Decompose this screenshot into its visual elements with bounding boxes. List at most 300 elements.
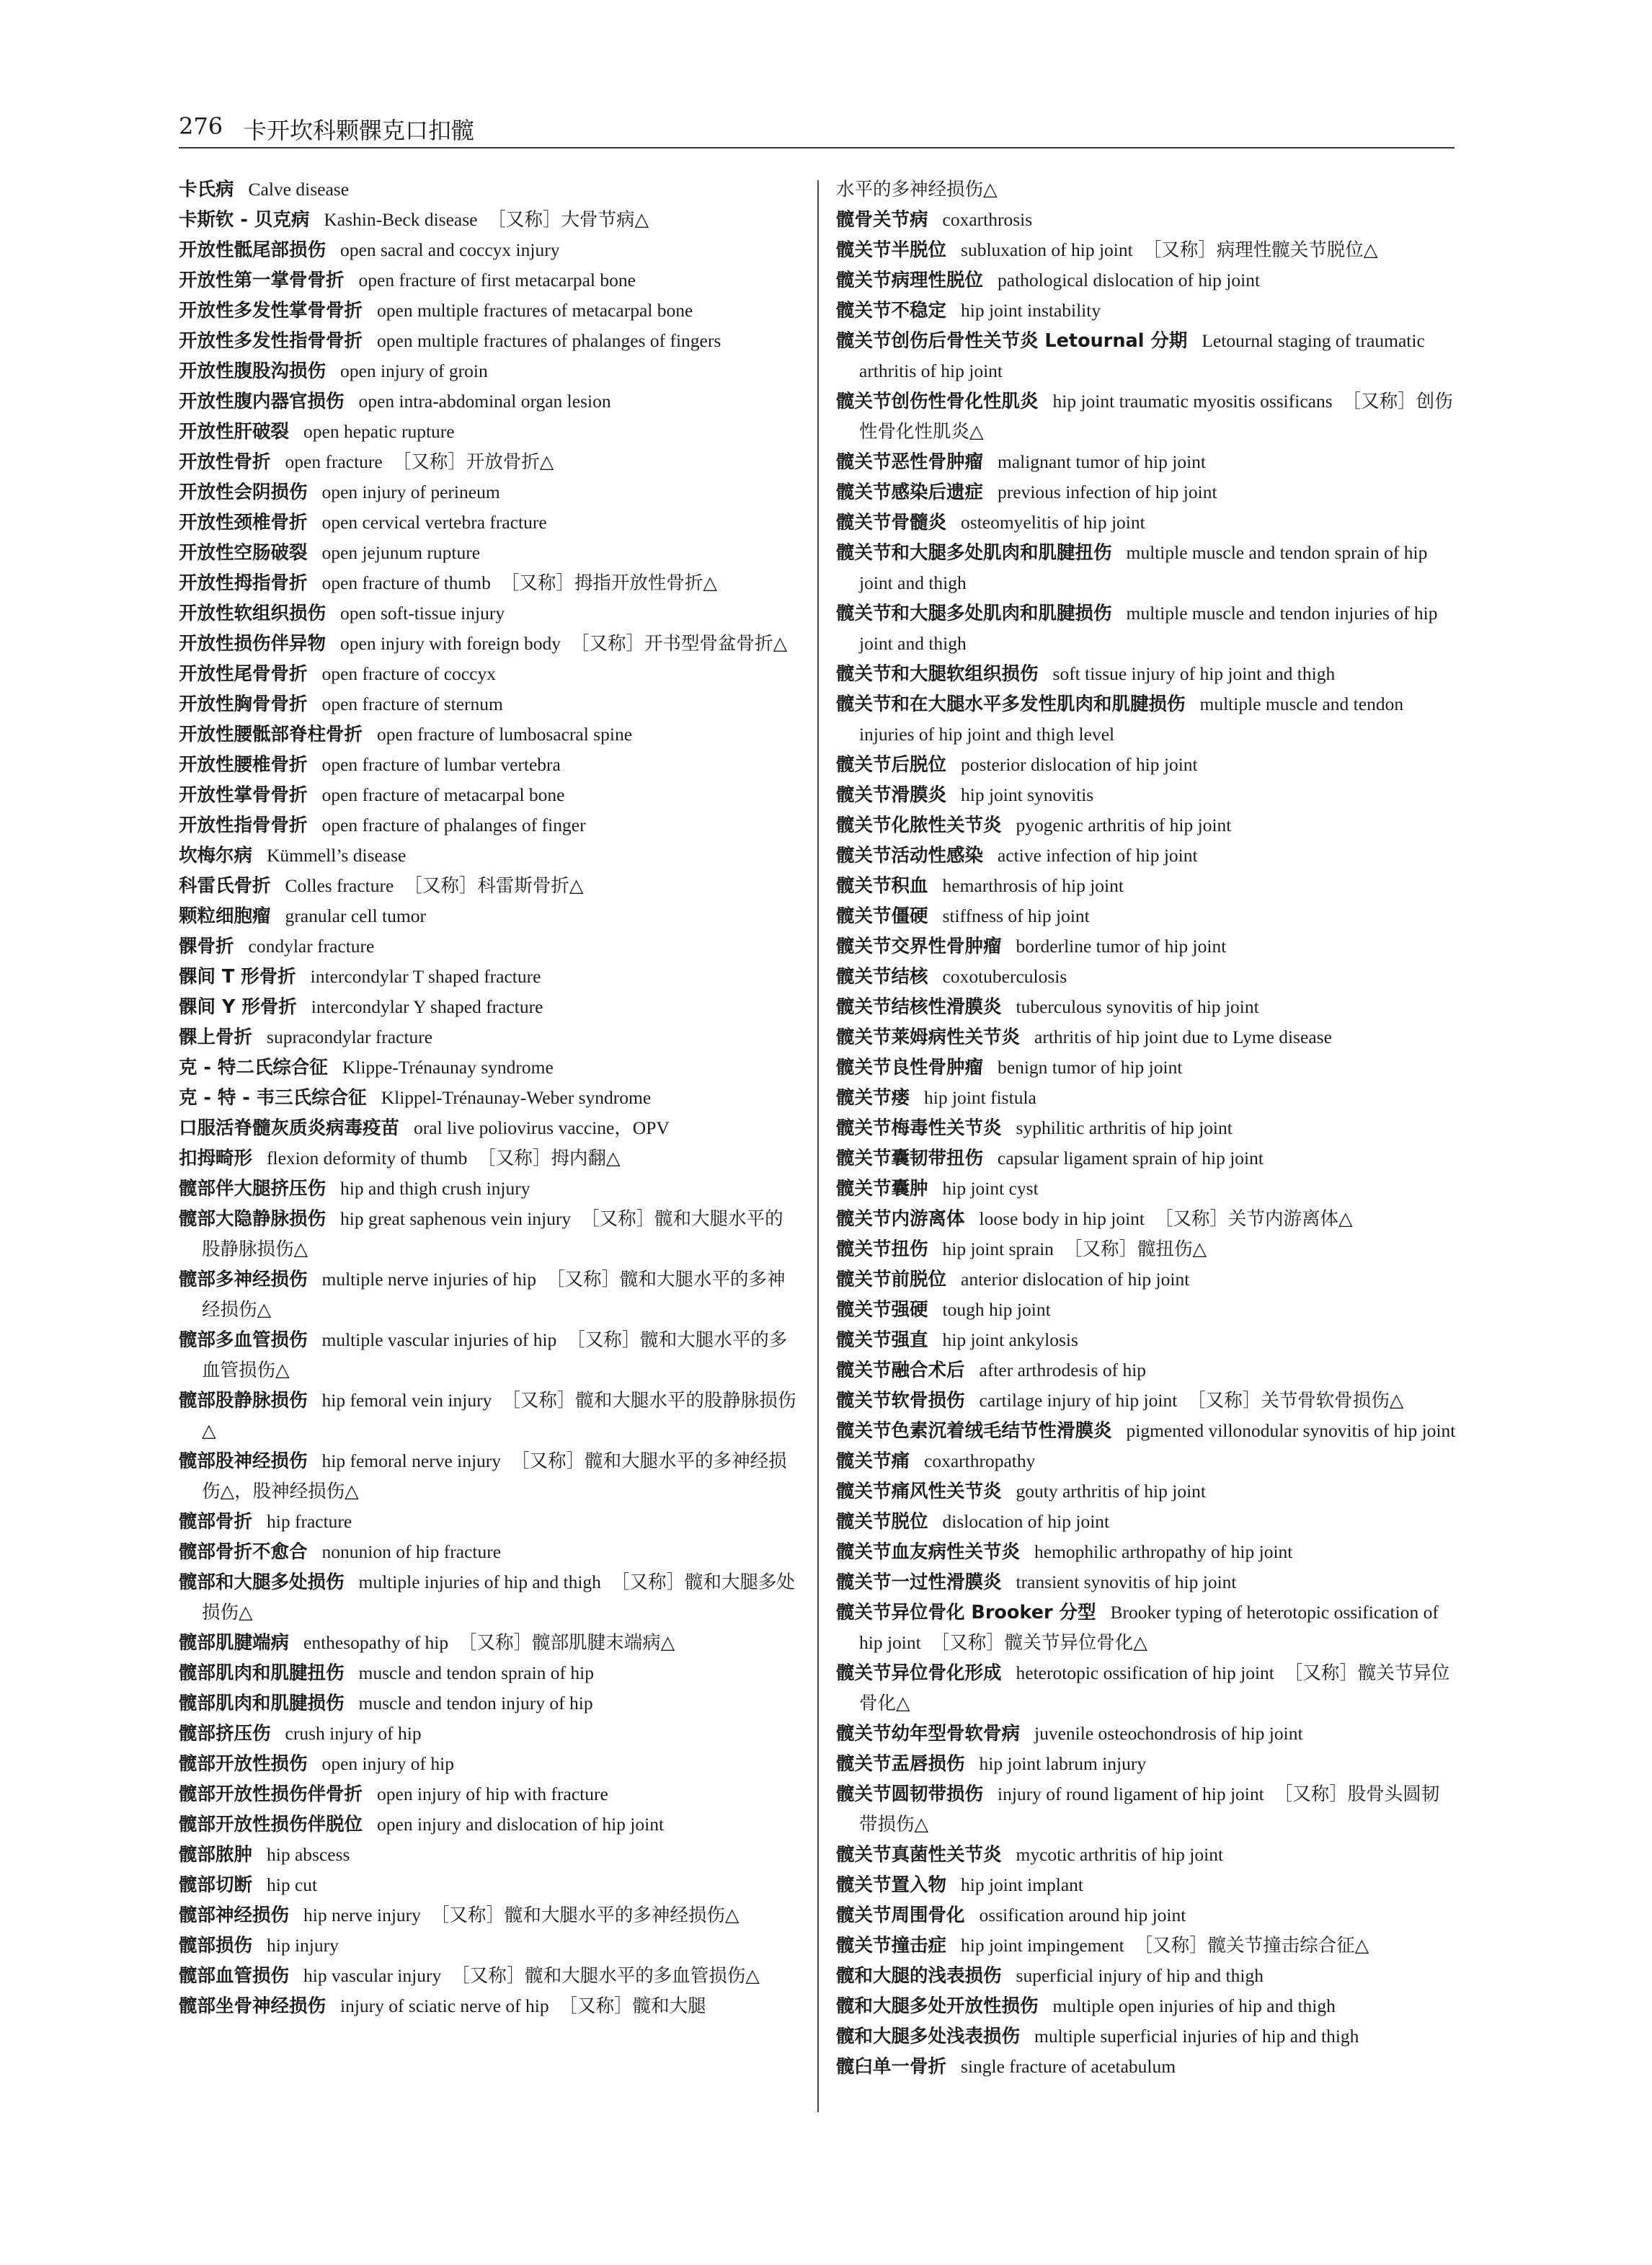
term-english: hemophilic arthropathy of hip joint — [1034, 1541, 1293, 1562]
term-chinese: 髋关节内游离体 — [836, 1208, 965, 1230]
glossary-entry — [836, 205, 1456, 235]
term-chinese: 髋部肌肉和肌腱损伤 — [179, 1693, 345, 1714]
glossary-entry — [179, 326, 800, 356]
glossary-entry — [836, 780, 1456, 810]
glossary-entry — [836, 1143, 1456, 1174]
glossary-entry — [179, 1174, 800, 1204]
term-chinese: 髋关节瘘 — [836, 1087, 910, 1109]
term-english: open injury with foreign body — [340, 633, 561, 654]
term-english: soft tissue injury of hip joint and thigh — [1052, 663, 1336, 684]
glossary-entry — [836, 1507, 1456, 1537]
term-english: hip abscess — [267, 1844, 350, 1865]
term-chinese: 开放性胸骨骨折 — [179, 693, 308, 715]
term-chinese: 髋关节创伤后骨性关节炎 Letournal 分期 — [836, 330, 1188, 352]
glossary-entry — [179, 265, 800, 296]
term-chinese: 髋关节积血 — [836, 875, 928, 897]
term-english: hip injury — [267, 1935, 339, 1956]
term-alias: ［又称］髋部肌腱末端病△ — [458, 1632, 675, 1653]
glossary-entry — [179, 1264, 800, 1325]
glossary-entry — [179, 1204, 800, 1264]
term-english: multiple muscle and tendon sprain of hip joint and thigh — [859, 542, 1428, 593]
term-chinese: 髋关节异位骨化 Brooker 分型 — [836, 1602, 1096, 1623]
page-title: 卡开坎科颗髁克口扣髋 — [244, 117, 475, 144]
term-chinese: 髋关节和在大腿水平多发性肌肉和肌腱损伤 — [836, 693, 1186, 715]
term-chinese: 髋关节盂唇损伤 — [836, 1753, 965, 1775]
glossary-entry — [836, 841, 1456, 871]
term-english: syphilitic arthritis of hip joint — [1016, 1117, 1233, 1138]
glossary-entry — [179, 1537, 800, 1567]
glossary-entry — [836, 1113, 1456, 1143]
glossary-entry — [179, 1325, 800, 1386]
glossary-entry — [179, 1870, 800, 1900]
term-chinese: 开放性肝破裂 — [179, 421, 290, 443]
term-chinese: 髋和大腿多处浅表损伤 — [836, 2026, 1021, 2047]
term-chinese: 髋和大腿的浅表损伤 — [836, 1965, 1002, 1987]
glossary-entry — [836, 810, 1456, 841]
term-english: open multiple fractures of phalanges of fingers — [377, 330, 721, 351]
term-alias: ［又称］髋和大腿多处损伤△ — [202, 1572, 795, 1623]
term-chinese: 开放性多发性指骨骨折 — [179, 330, 363, 352]
term-alias: ［又称］髋关节撞击综合征△ — [1134, 1935, 1369, 1956]
term-alias: ［又称］髋关节异位骨化△ — [931, 1632, 1147, 1653]
term-alias: ［又称］髋扭伤△ — [1063, 1238, 1207, 1259]
term-chinese: 髋关节和大腿软组织损伤 — [836, 663, 1039, 685]
term-alias: ［又称］关节内游离体△ — [1155, 1208, 1353, 1229]
term-english: crush injury of hip — [285, 1723, 422, 1744]
term-alias: ［又称］髋和大腿水平的多神经损伤△，股神经损伤△ — [202, 1450, 787, 1502]
term-english: Klippe-Trénaunay syndrome — [342, 1057, 554, 1078]
glossary-entry — [836, 1900, 1456, 1931]
term-english: osteomyelitis of hip joint — [961, 512, 1145, 533]
term-english: multiple superficial injuries of hip and thigh — [1034, 2026, 1359, 2047]
term-english: open fracture of lumbar vertebra — [321, 754, 561, 775]
term-english: hip joint instability — [961, 300, 1101, 321]
term-chinese: 髋关节化脓性关节炎 — [836, 815, 1002, 836]
term-english: hip fracture — [267, 1511, 352, 1532]
glossary-entry — [179, 1628, 800, 1658]
term-english: borderline tumor of hip joint — [1016, 936, 1227, 957]
term-chinese: 开放性会阴损伤 — [179, 482, 308, 503]
glossary-entry — [179, 417, 800, 447]
term-english: open fracture of metacarpal bone — [321, 784, 565, 805]
glossary-entry — [836, 1174, 1456, 1204]
term-chinese: 髋关节梅毒性关节炎 — [836, 1117, 1002, 1139]
term-english: subluxation of hip joint — [961, 239, 1133, 260]
term-chinese: 髋关节活动性感染 — [836, 845, 984, 866]
term-english: mycotic arthritis of hip joint — [1016, 1844, 1224, 1865]
term-chinese: 髋部骨折 — [179, 1511, 253, 1533]
term-chinese: 髁骨折 — [179, 936, 234, 957]
term-chinese: 开放性软组织损伤 — [179, 603, 327, 624]
glossary-entry — [179, 235, 800, 265]
term-english: transient synovitis of hip joint — [1016, 1572, 1237, 1592]
term-chinese: 髋关节强硬 — [836, 1299, 928, 1321]
term-english: open hepatic rupture — [303, 421, 455, 442]
term-alias: ［又称］髋和大腿水平的股静脉损伤△ — [202, 1390, 796, 1441]
term-english: hip joint traumatic myositis ossificans — [1052, 391, 1333, 412]
glossary-entry — [179, 689, 800, 719]
term-chinese: 髋部挤压伤 — [179, 1723, 271, 1745]
term-english: gouty arthritis of hip joint — [1016, 1481, 1206, 1502]
term-english: hip great saphenous vein injury — [340, 1208, 572, 1229]
term-english: open fracture of lumbosacral spine — [377, 724, 633, 745]
term-chinese: 髋部神经损伤 — [179, 1905, 290, 1926]
term-chinese: 髋关节扭伤 — [836, 1238, 928, 1260]
term-english: hip joint synovitis — [961, 784, 1094, 805]
term-english: flexion deformity of thumb — [267, 1148, 468, 1169]
term-chinese: 髋关节结核 — [836, 966, 928, 988]
glossary-entry — [836, 1204, 1456, 1234]
glossary-entry — [836, 1719, 1456, 1749]
term-english: heterotopic ossification of hip joint — [1016, 1662, 1274, 1683]
term-english: open injury of hip with fracture — [377, 1783, 608, 1804]
term-english: open fracture of thumb — [321, 572, 491, 593]
glossary-entry — [179, 780, 800, 810]
glossary-entry — [836, 1537, 1456, 1567]
term-chinese: 扣拇畸形 — [179, 1148, 253, 1169]
term-english: previous infection of hip joint — [998, 482, 1217, 502]
glossary-entry — [836, 507, 1456, 538]
term-chinese: 开放性多发性掌骨骨折 — [179, 300, 363, 322]
term-english: injury of round ligament of hip joint — [998, 1783, 1264, 1804]
glossary-entry — [179, 538, 800, 568]
term-english: coxarthrosis — [942, 209, 1033, 230]
term-english: pathological dislocation of hip joint — [998, 270, 1261, 291]
term-alias: ［又称］髋和大腿水平的多神经损伤△ — [202, 1269, 786, 1320]
glossary-entry — [179, 356, 800, 386]
term-chinese: 髋关节骨髓炎 — [836, 512, 947, 533]
term-english: juvenile osteochondrosis of hip joint — [1034, 1723, 1303, 1744]
term-english: open injury and dislocation of hip joint — [377, 1814, 665, 1835]
glossary-entry — [179, 931, 800, 962]
term-chinese: 髋关节和大腿多处肌肉和肌腱损伤 — [836, 603, 1112, 624]
glossary-entry — [179, 1022, 800, 1052]
glossary-entry — [179, 477, 800, 507]
glossary-entry — [179, 174, 800, 205]
term-chinese: 开放性腰骶部脊柱骨折 — [179, 724, 363, 745]
glossary-entry — [179, 447, 800, 477]
term-chinese: 髋关节结核性滑膜炎 — [836, 996, 1002, 1018]
term-chinese: 髋关节色素沉着绒毛结节性滑膜炎 — [836, 1420, 1112, 1442]
glossary-entry — [836, 871, 1456, 901]
glossary-entry — [836, 1749, 1456, 1779]
term-chinese: 髋关节囊韧带扭伤 — [836, 1148, 984, 1169]
glossary-entry — [179, 629, 800, 659]
glossary-entry — [179, 659, 800, 689]
term-english: open multiple fractures of metacarpal bone — [377, 300, 693, 321]
term-english: active infection of hip joint — [998, 845, 1198, 866]
term-english: stiffness of hip joint — [942, 905, 1090, 926]
term-english: open jejunum rupture — [321, 542, 481, 563]
term-english: multiple muscle and tendon injuries of hip joint and thigh — [859, 603, 1438, 654]
term-english: intercondylar T shaped fracture — [310, 966, 541, 987]
term-chinese: 克 - 特 - 韦三氏综合征 — [179, 1087, 367, 1109]
glossary-entry — [179, 1507, 800, 1537]
term-chinese: 克 - 特二氏综合征 — [179, 1057, 328, 1078]
term-english: Brooker typing of heterotopic ossification of hip joint — [859, 1602, 1439, 1653]
column-divider — [817, 180, 819, 2112]
term-alias: ［又称］髋和大腿水平的多血管损伤△ — [202, 1329, 788, 1380]
term-alias: ［又称］创伤性骨化性肌炎△ — [859, 391, 1453, 442]
term-chinese: 髋关节痛 — [836, 1450, 910, 1472]
term-alias: ［又称］髋和大腿水平的多神经损伤△ — [430, 1905, 740, 1925]
glossary-entry — [836, 598, 1456, 659]
term-chinese: 髋关节前脱位 — [836, 1269, 947, 1290]
term-chinese: 髋关节感染后遗症 — [836, 482, 984, 503]
term-english: hip vascular injury — [303, 1965, 442, 1986]
glossary-entry — [179, 386, 800, 417]
term-english: multiple nerve injuries of hip — [321, 1269, 536, 1290]
glossary-entry — [179, 719, 800, 750]
glossary-entry — [179, 507, 800, 538]
term-chinese: 开放性拇指骨折 — [179, 572, 308, 594]
term-chinese: 髋部多血管损伤 — [179, 1329, 308, 1351]
term-chinese: 髋臼单一骨折 — [836, 2056, 947, 2078]
term-english: intercondylar Y shaped fracture — [311, 996, 543, 1017]
glossary-entry — [836, 1052, 1456, 1083]
glossary-entry — [836, 386, 1456, 447]
term-chinese: 髋关节不稳定 — [836, 300, 947, 322]
glossary-entry — [179, 205, 800, 235]
term-chinese: 髋部伴大腿挤压伤 — [179, 1178, 327, 1200]
glossary-entry — [179, 962, 800, 992]
term-chinese: 髋关节半脱位 — [836, 239, 947, 261]
term-chinese: 口服活脊髓灰质炎病毒疫苗 — [179, 1117, 400, 1139]
term-english: Calve disease — [248, 179, 350, 200]
term-chinese: 髁间 Y 形骨折 — [179, 996, 297, 1018]
glossary-entry — [836, 1446, 1456, 1476]
term-english: single fracture of acetabulum — [961, 2056, 1176, 2077]
term-chinese: 开放性腹股沟损伤 — [179, 360, 327, 382]
glossary-entry — [179, 871, 800, 901]
term-english: pyogenic arthritis of hip joint — [1016, 815, 1232, 835]
term-english: muscle and tendon injury of hip — [358, 1693, 593, 1714]
term-english: granular cell tumor — [285, 905, 426, 926]
term-chinese: 开放性颈椎骨折 — [179, 512, 308, 533]
term-english: muscle and tendon sprain of hip — [358, 1662, 594, 1683]
term-alias: ［又称］拇指开放性骨折△ — [500, 572, 718, 593]
glossary-entry — [836, 296, 1456, 326]
term-english: open cervical vertebra fracture — [321, 512, 547, 533]
glossary-entry — [179, 1567, 800, 1628]
term-chinese: 髋关节和大腿多处肌肉和肌腱扭伤 — [836, 542, 1112, 564]
glossary-entry — [836, 1597, 1456, 1658]
glossary-entry — [836, 1022, 1456, 1052]
glossary-entry — [836, 1355, 1456, 1386]
term-chinese: 髋和大腿多处开放性损伤 — [836, 1995, 1039, 2017]
term-english: posterior dislocation of hip joint — [961, 754, 1198, 775]
term-english: 水平的多神经损伤△ — [836, 179, 998, 200]
term-alias: ［又称］股骨头圆韧带损伤△ — [859, 1783, 1440, 1835]
term-chinese: 髋部切断 — [179, 1874, 253, 1896]
term-chinese: 髋关节后脱位 — [836, 754, 947, 776]
glossary-entry — [179, 992, 800, 1022]
term-english: hip joint sprain — [942, 1238, 1054, 1259]
term-chinese: 开放性损伤伴异物 — [179, 633, 327, 655]
glossary-entry — [836, 1416, 1456, 1446]
term-english: Kashin-Beck disease — [324, 209, 478, 230]
page-number: 276 — [179, 112, 223, 140]
term-english: open fracture of phalanges of finger — [321, 815, 586, 835]
glossary-entry — [836, 1567, 1456, 1597]
term-alias: ［又称］病理性髋关节脱位△ — [1142, 239, 1378, 260]
glossary-entry — [836, 962, 1456, 992]
term-chinese: 髋部和大腿多处损伤 — [179, 1572, 345, 1593]
term-chinese: 髋关节置入物 — [836, 1874, 947, 1896]
term-english: hip joint labrum injury — [979, 1753, 1147, 1774]
term-chinese: 髋部坐骨神经损伤 — [179, 1995, 327, 2017]
term-chinese: 髋关节幼年型骨软骨病 — [836, 1723, 1021, 1745]
glossary-entry — [836, 1264, 1456, 1295]
glossary-entry — [836, 326, 1456, 386]
term-chinese: 髋部损伤 — [179, 1935, 253, 1956]
term-english: open fracture — [285, 451, 383, 472]
term-chinese: 髋部股静脉损伤 — [179, 1390, 308, 1411]
term-english: multiple open injuries of hip and thigh — [1052, 1995, 1336, 2016]
term-english: superficial injury of hip and thigh — [1016, 1965, 1264, 1986]
term-chinese: 开放性腰椎骨折 — [179, 754, 308, 776]
glossary-entry — [179, 1749, 800, 1779]
term-chinese: 开放性腹内器官损伤 — [179, 391, 345, 412]
term-english: open fracture of coccyx — [321, 663, 496, 684]
term-english: enthesopathy of hip — [303, 1632, 449, 1653]
term-english: hip joint cyst — [942, 1178, 1039, 1199]
term-english: open soft-tissue injury — [340, 603, 505, 624]
right-column — [836, 174, 1456, 2082]
term-chinese: 髋关节强直 — [836, 1329, 928, 1351]
term-chinese: 开放性骨折 — [179, 451, 271, 473]
glossary-entry — [836, 1779, 1456, 1840]
term-english: Kümmell’s disease — [267, 845, 407, 866]
term-chinese: 髋关节恶性骨肿瘤 — [836, 451, 984, 473]
term-english: supracondylar fracture — [267, 1027, 433, 1047]
term-alias: ［又称］髋关节异位骨化△ — [859, 1662, 1450, 1714]
glossary-entry — [836, 931, 1456, 962]
glossary-entry — [179, 598, 800, 629]
glossary-entry — [836, 2021, 1456, 2052]
glossary-entry — [836, 2052, 1456, 2082]
term-chinese: 髋关节圆韧带损伤 — [836, 1783, 984, 1805]
term-chinese: 卡氏病 — [179, 179, 234, 200]
term-chinese: 髋关节滑膜炎 — [836, 784, 947, 806]
term-chinese: 颗粒细胞瘤 — [179, 905, 271, 927]
term-english: tuberculous synovitis of hip joint — [1016, 996, 1259, 1017]
term-english: hip joint fistula — [924, 1087, 1036, 1108]
term-english: coxarthropathy — [924, 1450, 1036, 1471]
glossary-entry — [836, 1870, 1456, 1900]
glossary-entry — [179, 1900, 800, 1931]
term-english: loose body in hip joint — [979, 1208, 1145, 1229]
term-chinese: 髋部股神经损伤 — [179, 1450, 308, 1472]
term-chinese: 开放性尾骨骨折 — [179, 663, 308, 685]
glossary-entry — [179, 568, 800, 598]
term-chinese: 髋部多神经损伤 — [179, 1269, 308, 1290]
term-english: anterior dislocation of hip joint — [961, 1269, 1190, 1290]
left-column — [179, 174, 800, 2021]
term-chinese: 髁间 T 形骨折 — [179, 966, 296, 988]
glossary-entry — [836, 992, 1456, 1022]
term-chinese: 开放性掌骨骨折 — [179, 784, 308, 806]
term-english: open intra-abdominal organ lesion — [358, 391, 611, 412]
glossary-entry — [179, 1113, 800, 1143]
glossary-entry — [179, 1779, 800, 1809]
glossary-entry — [179, 1840, 800, 1870]
term-alias: ［又称］髋和大腿 — [559, 1995, 706, 2016]
glossary-entry — [179, 1719, 800, 1749]
term-english: ossification around hip joint — [979, 1905, 1186, 1925]
term-chinese: 髋关节融合术后 — [836, 1360, 965, 1381]
term-chinese: 坎梅尔病 — [179, 845, 253, 866]
term-chinese: 髋部肌肉和肌腱扭伤 — [179, 1662, 345, 1684]
term-chinese: 髋关节周围骨化 — [836, 1905, 965, 1926]
glossary-entry — [836, 174, 1456, 205]
term-english: open sacral and coccyx injury — [340, 239, 560, 260]
term-chinese: 髋关节僵硬 — [836, 905, 928, 927]
glossary-entry — [836, 447, 1456, 477]
term-english: multiple muscle and tendon injuries of hip joint and thigh level — [859, 693, 1404, 745]
term-english: capsular ligament sprain of hip joint — [998, 1148, 1264, 1169]
term-english: multiple vascular injuries of hip — [321, 1329, 557, 1350]
glossary-entry — [179, 1991, 800, 2021]
glossary-entry — [836, 1840, 1456, 1870]
glossary-entry — [836, 689, 1456, 750]
term-chinese: 髋关节痛风性关节炎 — [836, 1481, 1002, 1502]
glossary-entry — [836, 1083, 1456, 1113]
term-alias: ［又称］开书型骨盆骨折△ — [570, 633, 788, 654]
glossary-entry — [179, 296, 800, 326]
term-chinese: 髋关节脱位 — [836, 1511, 928, 1533]
glossary-entry — [179, 841, 800, 871]
term-chinese: 髋关节创伤性骨化性肌炎 — [836, 391, 1039, 412]
term-chinese: 髋关节囊肿 — [836, 1178, 928, 1200]
term-chinese: 髋关节软骨损伤 — [836, 1390, 965, 1411]
term-english: benign tumor of hip joint — [998, 1057, 1183, 1078]
term-english: hip cut — [267, 1874, 318, 1895]
glossary-entry — [836, 1325, 1456, 1355]
term-english: arthritis of hip joint due to Lyme disease — [1034, 1027, 1332, 1047]
glossary-entry — [179, 1809, 800, 1840]
glossary-entry — [836, 477, 1456, 507]
term-chinese: 髋部骨折不愈合 — [179, 1541, 308, 1563]
term-english: open injury of perineum — [321, 482, 500, 502]
term-chinese: 髋部肌腱端病 — [179, 1632, 290, 1654]
glossary-entry — [836, 901, 1456, 931]
page-header — [179, 107, 1455, 149]
glossary-entry — [179, 1143, 800, 1174]
glossary-entry — [179, 1083, 800, 1113]
term-english: hip joint implant — [961, 1874, 1084, 1895]
term-chinese: 开放性第一掌骨骨折 — [179, 270, 345, 291]
term-chinese: 髋部开放性损伤伴脱位 — [179, 1814, 363, 1835]
glossary-entry — [179, 810, 800, 841]
term-alias: ［又称］科雷斯骨折△ — [404, 875, 584, 896]
term-alias: ［又称］拇内翻△ — [477, 1148, 621, 1169]
glossary-entry — [836, 1234, 1456, 1264]
term-english: hip femoral nerve injury — [321, 1450, 502, 1471]
term-chinese: 科雷氏骨折 — [179, 875, 271, 897]
term-english: hip and thigh crush injury — [340, 1178, 530, 1199]
term-english: open injury of hip — [321, 1753, 454, 1774]
term-english: coxotuberculosis — [942, 966, 1067, 987]
term-english: multiple injuries of hip and thigh — [358, 1572, 601, 1592]
term-english: open fracture of first metacarpal bone — [358, 270, 636, 291]
term-chinese: 卡斯钦 - 贝克病 — [179, 209, 310, 231]
term-chinese: 髋关节撞击症 — [836, 1935, 947, 1956]
term-chinese: 开放性空肠破裂 — [179, 542, 308, 564]
term-english: hip nerve injury — [303, 1905, 421, 1925]
term-english: after arthrodesis of hip — [979, 1360, 1147, 1380]
term-chinese: 髋部脓肿 — [179, 1844, 253, 1866]
